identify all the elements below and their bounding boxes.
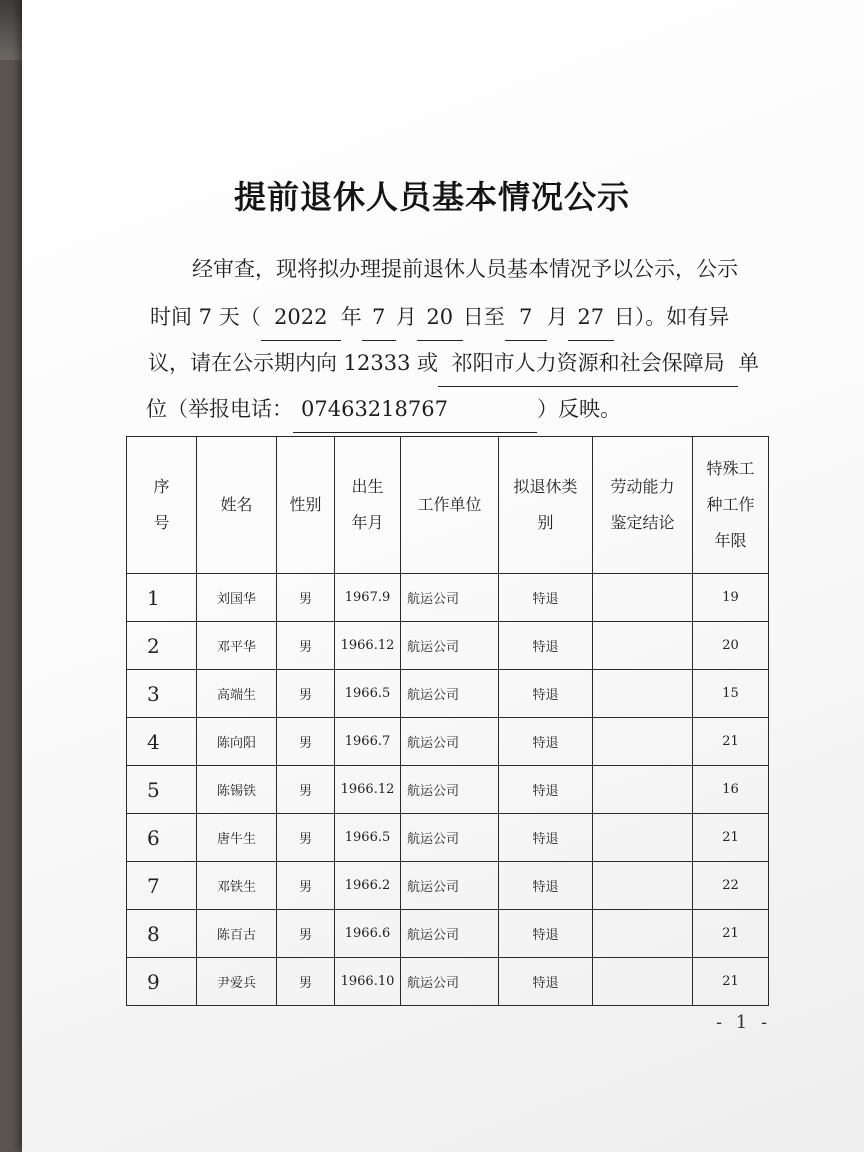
- row-seq: 1: [127, 574, 197, 622]
- row-type: 特退: [499, 622, 593, 670]
- row-name: 邓平华: [197, 622, 277, 670]
- row-unit: 航运公司: [401, 862, 499, 910]
- row-type: 特退: [499, 910, 593, 958]
- row-gender: 男: [277, 958, 335, 1006]
- col-header-name: 姓名: [197, 437, 277, 574]
- row-birth: 1967.9: [335, 574, 401, 622]
- notice-text: 议，请在公示期内向 12333 或: [148, 351, 439, 375]
- row-name: 高端生: [197, 670, 277, 718]
- row-unit: 航运公司: [401, 718, 499, 766]
- row-gender: 男: [277, 814, 335, 862]
- notice-text: 位（举报电话：: [146, 397, 293, 421]
- row-gender: 男: [277, 622, 335, 670]
- notice-line-2: [150, 294, 790, 341]
- row-ability: [593, 910, 693, 958]
- row-seq: 5: [127, 766, 197, 814]
- row-seq: 6: [127, 814, 197, 862]
- document-title: 提前退休人员基本情况公示: [233, 178, 630, 216]
- notice-text: 日至: [462, 305, 505, 329]
- end-month: 7: [505, 294, 547, 341]
- row-birth: 1966.12: [335, 766, 401, 814]
- row-type: 特退: [499, 718, 593, 766]
- notice-text: 经审查，现将拟办理提前退休人员基本情况予以公示，公示: [192, 257, 738, 281]
- table-row: [127, 910, 769, 958]
- row-type: 特退: [499, 670, 593, 718]
- row-gender: 男: [277, 718, 335, 766]
- row-ability: [593, 862, 693, 910]
- col-header-unit: 工作单位: [401, 437, 499, 574]
- row-type: 特退: [499, 814, 593, 862]
- row-name: 尹爱兵: [197, 958, 277, 1006]
- table-row: [127, 766, 769, 814]
- row-unit: 航运公司: [401, 814, 499, 862]
- col-header-ability: 劳动能力鉴定结论: [593, 437, 693, 574]
- end-day: 27: [568, 294, 614, 341]
- row-unit: 航运公司: [401, 622, 499, 670]
- table-header-row: [127, 437, 769, 574]
- row-type: 特退: [499, 574, 593, 622]
- row-ability: [593, 958, 693, 1006]
- notice-line-3: [148, 340, 788, 387]
- row-type: 特退: [499, 862, 593, 910]
- row-years: 21: [693, 958, 769, 1006]
- table-row: [127, 958, 769, 1006]
- notice-text: 月: [546, 305, 568, 329]
- row-name: 陈锡铁: [197, 766, 277, 814]
- start-day: 20: [417, 294, 463, 341]
- row-name: 唐牛生: [197, 814, 277, 862]
- row-years: 16: [693, 766, 769, 814]
- row-name: 陈向阳: [197, 718, 277, 766]
- row-gender: 男: [277, 574, 335, 622]
- notice-line-1: [150, 246, 790, 292]
- row-name: 邓铁生: [197, 862, 277, 910]
- row-ability: [593, 670, 693, 718]
- col-header-birth: 出生年月: [335, 437, 401, 574]
- notice-text: 年: [340, 305, 362, 329]
- notice-text: 月: [395, 305, 417, 329]
- row-ability: [593, 574, 693, 622]
- row-unit: 航运公司: [401, 574, 499, 622]
- row-years: 19: [693, 574, 769, 622]
- table-row: [127, 622, 769, 670]
- start-year: 2022: [261, 294, 341, 341]
- row-gender: 男: [277, 910, 335, 958]
- row-ability: [593, 718, 693, 766]
- row-seq: 7: [127, 862, 197, 910]
- row-seq: 3: [127, 670, 197, 718]
- agency-name: 祁阳市人力资源和社会保障局: [438, 340, 738, 387]
- row-type: 特退: [499, 958, 593, 1006]
- table-row: [127, 862, 769, 910]
- col-header-seq: 序号: [127, 437, 197, 574]
- notice-text: 日）。如有异: [613, 305, 730, 329]
- row-ability: [593, 766, 693, 814]
- row-years: 21: [693, 814, 769, 862]
- retiree-table: [126, 436, 769, 1006]
- notice-text: 单: [738, 351, 760, 375]
- row-name: 陈百古: [197, 910, 277, 958]
- row-birth: 1966.5: [335, 814, 401, 862]
- row-unit: 航运公司: [401, 910, 499, 958]
- row-years: 21: [693, 910, 769, 958]
- row-birth: 1966.6: [335, 910, 401, 958]
- row-ability: [593, 814, 693, 862]
- table-row: [127, 574, 769, 622]
- notice-line-4: [146, 386, 786, 433]
- notice-text: 时间 7 天（: [150, 305, 261, 329]
- row-gender: 男: [277, 766, 335, 814]
- row-unit: 航运公司: [401, 958, 499, 1006]
- page-number: - 1 -: [716, 1012, 772, 1033]
- row-seq: 2: [127, 622, 197, 670]
- row-birth: 1966.10: [335, 958, 401, 1006]
- row-birth: 1966.12: [335, 622, 401, 670]
- row-seq: 8: [127, 910, 197, 958]
- row-birth: 1966.5: [335, 670, 401, 718]
- table-row: [127, 670, 769, 718]
- row-birth: 1966.2: [335, 862, 401, 910]
- col-header-type: 拟退休类别: [499, 437, 593, 574]
- row-type: 特退: [499, 766, 593, 814]
- row-ability: [593, 622, 693, 670]
- notice-text: ）反映。: [537, 397, 621, 421]
- table-row: [127, 718, 769, 766]
- row-years: 15: [693, 670, 769, 718]
- row-unit: 航运公司: [401, 766, 499, 814]
- row-name: 刘国华: [197, 574, 277, 622]
- row-years: 20: [693, 622, 769, 670]
- row-years: 22: [693, 862, 769, 910]
- row-birth: 1966.7: [335, 718, 401, 766]
- row-unit: 航运公司: [401, 670, 499, 718]
- col-header-years: 特殊工种工作年限: [693, 437, 769, 574]
- col-header-gender: 性别: [277, 437, 335, 574]
- row-seq: 4: [127, 718, 197, 766]
- row-gender: 男: [277, 670, 335, 718]
- row-years: 21: [693, 718, 769, 766]
- table-row: [127, 814, 769, 862]
- start-month: 7: [362, 294, 396, 341]
- report-phone: 07463218767: [293, 386, 537, 433]
- row-gender: 男: [277, 862, 335, 910]
- row-seq: 9: [127, 958, 197, 1006]
